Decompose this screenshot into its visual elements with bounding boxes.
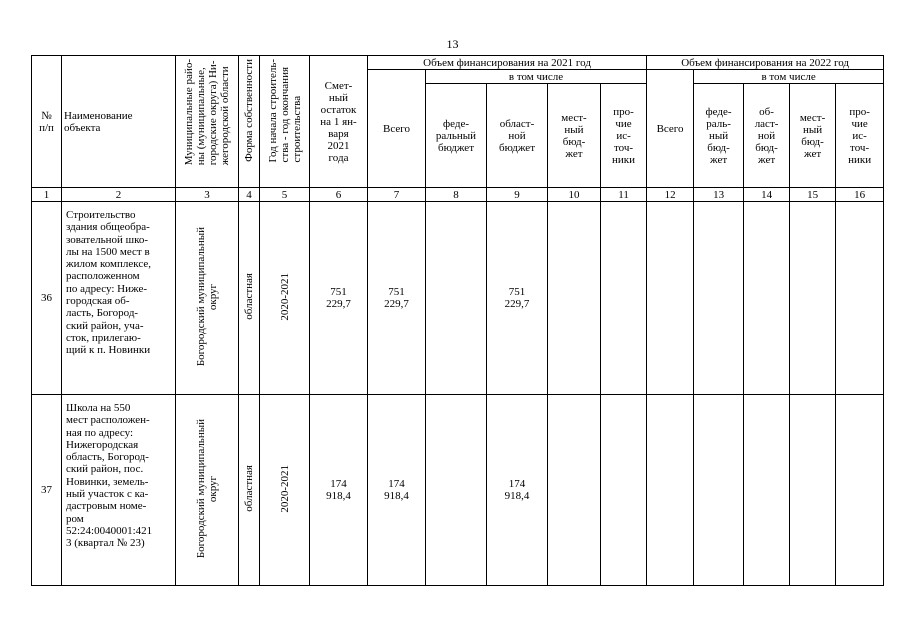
- other-2021-cell: [601, 395, 647, 586]
- district-cell: Богородский муниципальный округ: [176, 395, 239, 586]
- column-numbers-row: [32, 188, 884, 202]
- obl-2021-cell: 174 918,4: [487, 395, 548, 586]
- column-number: 6: [310, 188, 368, 202]
- fed-2022-cell: [694, 202, 744, 395]
- ownership-cell: областная: [239, 202, 260, 395]
- column-number: 13: [694, 188, 744, 202]
- header-fin-2021: Объем финансирования на 2021 год: [368, 56, 647, 70]
- other-2021-cell: [601, 202, 647, 395]
- header-name: Наименование объекта: [62, 56, 176, 188]
- column-number: 15: [790, 188, 836, 202]
- column-number: 4: [239, 188, 260, 202]
- column-number: 8: [426, 188, 487, 202]
- total-2021-cell: 751 229,7: [368, 202, 426, 395]
- header-num: № п/п: [32, 56, 62, 188]
- column-number: 16: [836, 188, 884, 202]
- table-row: [32, 202, 884, 395]
- column-number: 3: [176, 188, 239, 202]
- header-incl-2022: в том числе: [694, 70, 884, 84]
- column-number: 9: [487, 188, 548, 202]
- local-2022-cell: [790, 395, 836, 586]
- column-number: 7: [368, 188, 426, 202]
- header-local-2021: мест- ный бюд- жет: [548, 84, 601, 188]
- ownership-cell: областная: [239, 395, 260, 586]
- header-total-2021: Всего: [368, 70, 426, 188]
- local-2022-cell: [790, 202, 836, 395]
- column-number: 2: [62, 188, 176, 202]
- row-num: 37: [32, 395, 62, 586]
- header-obl-2021: област- ной бюджет: [487, 84, 548, 188]
- remainder-cell: 174 918,4: [310, 395, 368, 586]
- object-name: Строительство здания общеобра- зовательной шко- лы на 1500 мест в жилом комплексе, расположенном по адресу: Ниже- городская об- ласть, Богород- ский район, уча- сток, прилегаю- щий к п. Новинки: [62, 202, 176, 395]
- table-row: [32, 395, 884, 586]
- column-number: 14: [744, 188, 790, 202]
- total-2022-cell: [647, 202, 694, 395]
- remainder-cell: 751 229,7: [310, 202, 368, 395]
- column-number: 12: [647, 188, 694, 202]
- financing-table: [31, 55, 884, 586]
- row-num: 36: [32, 202, 62, 395]
- header-district: Муниципальные райо- ны (муниципальные, городские округа) Ни- жегородской области: [176, 56, 239, 188]
- years-cell: 2020-2021: [260, 395, 310, 586]
- obl-2022-cell: [744, 395, 790, 586]
- header-other-2022: про- чие ис- точ- ники: [836, 84, 884, 188]
- header-ownership: Форма собственности: [239, 56, 260, 188]
- other-2022-cell: [836, 395, 884, 586]
- fed-2022-cell: [694, 395, 744, 586]
- obl-2021-cell: 751 229,7: [487, 202, 548, 395]
- header-other-2021: про- чие ис- точ- ники: [601, 84, 647, 188]
- fed-2021-cell: [426, 202, 487, 395]
- header-total-2022: Всего: [647, 70, 694, 188]
- district-cell: Богородский муниципальный округ: [176, 202, 239, 395]
- total-2022-cell: [647, 395, 694, 586]
- local-2021-cell: [548, 202, 601, 395]
- header-obl-2022: об- ласт- ной бюд- жет: [744, 84, 790, 188]
- fed-2021-cell: [426, 395, 487, 586]
- obl-2022-cell: [744, 202, 790, 395]
- column-number: 10: [548, 188, 601, 202]
- header-fed-2022: феде- раль- ный бюд- жет: [694, 84, 744, 188]
- header-remainder: Смет- ный остаток на 1 ян- варя 2021 года: [310, 56, 368, 188]
- column-number: 11: [601, 188, 647, 202]
- years-cell: 2020-2021: [260, 202, 310, 395]
- total-2021-cell: 174 918,4: [368, 395, 426, 586]
- column-number: 5: [260, 188, 310, 202]
- object-name: Школа на 550 мест расположен- ная по адресу: Нижегородская область, Богород- ский район, пос. Новинки, земель- ный участок с ка- дастровым номе- ром 52:24:0040001:421 3 (квартал № 23): [62, 395, 176, 586]
- other-2022-cell: [836, 202, 884, 395]
- page-number: 13: [446, 37, 459, 51]
- header-fed-2021: феде- ральный бюджет: [426, 84, 487, 188]
- header-years: Год начала строитель- ства - год окончания строительства: [260, 56, 310, 188]
- header-fin-2022: Объем финансирования на 2022 год: [647, 56, 884, 70]
- local-2021-cell: [548, 395, 601, 586]
- header-incl-2021: в том числе: [426, 70, 647, 84]
- column-number: 1: [32, 188, 62, 202]
- header-local-2022: мест- ный бюд- жет: [790, 84, 836, 188]
